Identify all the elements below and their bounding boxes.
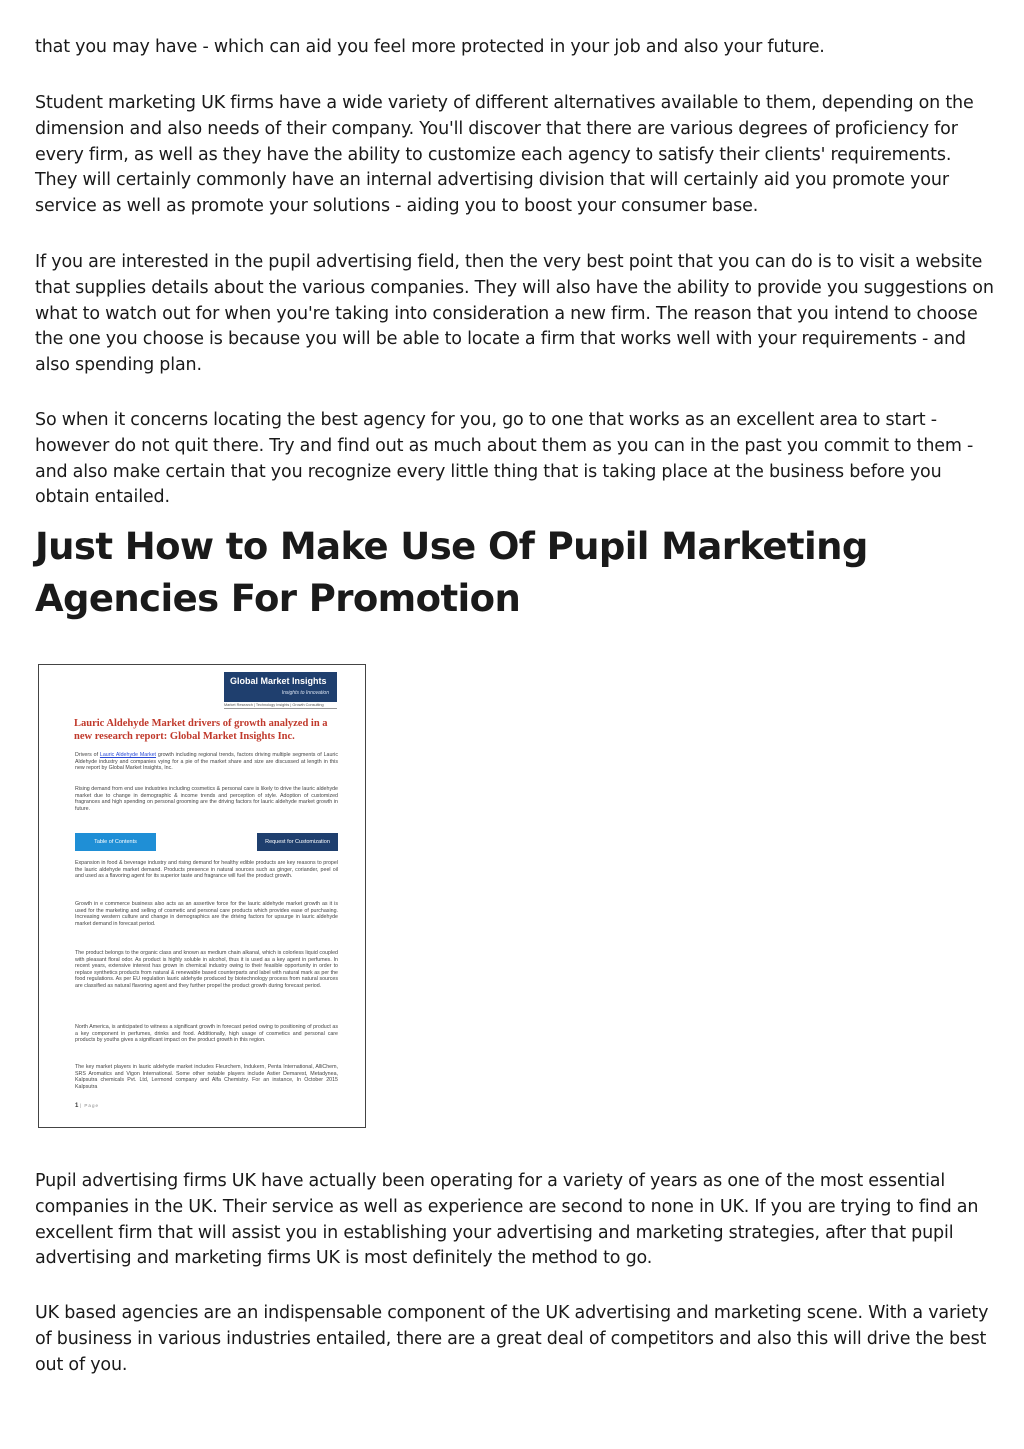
report-paragraph: Growth in e commerce business also acts as an assertive force for the lauric aldehyde market growth as it is used for the marketing and selling of cosmetic and personal care products which provides ease of purchasing. Increasing western culture and change in demographics are the driving factors for upsurge in lauric aldehyde market demand in forecast period. bbox=[75, 901, 338, 927]
paragraph-uk-agencies: UK based agencies are an indispensable component of the UK advertising and marketing scene. With a variety of business in various industries entailed, there are a great deal of competitors and also this will drive the best out of you. bbox=[35, 1303, 989, 1375]
report-para1-suffix: growth including regional trends, factors driving multiple segments of Lauric Aldehyde industry and companies vying for a pie of the market share and size are discussed at length in this new report by Global Market Insights, Inc. bbox=[75, 752, 338, 772]
report-thumbnail-image bbox=[38, 664, 366, 1128]
global-market-insights-logo bbox=[224, 672, 337, 702]
page-label: | Page bbox=[80, 1103, 99, 1108]
section-heading: Just How to Make Use Of Pupil Marketing Agencies For Promotion bbox=[35, 525, 868, 620]
table-of-contents-button: Table of Contents bbox=[75, 833, 156, 851]
request-customization-button: Request for Customization bbox=[257, 833, 338, 851]
logo-subtitle: Market Research | Technology Insights | Growth Consulting bbox=[224, 703, 337, 709]
report-page-footer bbox=[75, 1103, 99, 1109]
report-paragraph bbox=[75, 752, 338, 772]
report-paragraph: The key market players in lauric aldehyde market includes Fleurchem, Indukern, Penta International, AlliChem, SRS Aromatics and Vigon International. Some other notable players include Astier Demarest, Metadynea, Kalpsutra chemicals Pvt. Ltd, Lermond company and Alfa Chemistry. For an instance, In October 2015 Kalpsutra bbox=[75, 1064, 338, 1090]
page-number: 1 bbox=[75, 1103, 79, 1109]
logo-title: Global Market Insights bbox=[230, 676, 327, 686]
paragraph-pupil-advertising-firms: Pupil advertising firms UK have actually been operating for a variety of years as one of the most essential companies in the UK. Their service as well as experience are second to none in UK. If you are trying to find an excellent firm that will assist you in establishing your advertising and marketing strategies, after that pupil advertising and marketing firms UK is most definitely the method to go. bbox=[35, 1171, 979, 1269]
paragraph-locating-agency: So when it concerns locating the best agency for you, go to one that works as an excellent area to start - however do not quit there. Try and find out as much about them as you can in the past you commit to them - and also make certain that you recognize every little thing that is taking place at the business before you obtain entailed. bbox=[35, 410, 974, 508]
lauric-aldehyde-market-link: Lauric Aldehyde Market bbox=[99, 752, 157, 758]
report-title: Lauric Aldehyde Market drivers of growth analyzed in a new research report: Global Market Insights Inc. bbox=[74, 718, 328, 742]
paragraph-student-marketing: Student marketing UK firms have a wide variety of different alternatives available to them, depending on the dimension and also needs of their company. You'll discover that there are various degrees of proficiency for every firm, as well as they have the ability to customize each agency to satisfy their clients' requirements. They will certainly commonly have an internal advertising division that will certainly aid you promote your service as well as promote your solutions - aiding you to boost your consumer base. bbox=[35, 93, 974, 217]
report-paragraph: Expansion in food & beverage industry and rising demand for healthy edible products are key reasons to propel the lauric aldehyde market demand. Products presence in natural sources such as ginger, coriander, peel oil and used as a flavoring agent for its superior taste and fragrance will fuel the product growth. bbox=[75, 860, 338, 880]
logo-tagline: Insights to Innovation bbox=[281, 690, 329, 696]
report-paragraph: Rising demand from end use industries including cosmetics & personal care is likely to drive the lauric aldehyde market due to change in demographic & income trends and perception of style. Adoption of customized fragrances and high spending on personal grooming are the driving factors for lauric aldehyde market growth in future. bbox=[75, 786, 338, 812]
paragraph-pupil-advertising-field: If you are interested in the pupil advertising field, then the very best point that you can do is to visit a website that supplies details about the various companies. They will also have the ability to provide you suggestions on what to watch out for when you're taking into consideration a new firm. The reason that you intend to choose the one you choose is because you will be able to locate a firm that works well with your requirements - and also spending plan. bbox=[35, 252, 994, 376]
paragraph-intro-fragment: that you may have - which can aid you feel more protected in your job and also your future. bbox=[35, 37, 825, 57]
report-para1-prefix: Drivers of bbox=[75, 752, 100, 758]
report-paragraph: North America, is anticipated to witness a significant growth in forecast period owing to positioning of product as a key component in perfumes, drinks and food. Additionally, high usage of cosmetics and personal care products by youths gives a significant impact on the product growth in this region. bbox=[75, 1024, 338, 1044]
report-paragraph: The product belongs to the organic class and known as medium chain alkanal, which is colorless liquid coupled with pleasant floral odor. As product is highly soluble in alcohol, thus it is used as a key agent in perfumes. In recent years, extensive interest has grown in chemical industry owing to their feasible opportunity in order to replace synthetics products from natural & renewable based counterparts and label with natural mark as per the food regulations. As per EU regulation lauric aldehyde produced by biotechnology process from natural sources are classified as natural flavoring agent and they further propel the product growth during forecast period. bbox=[75, 950, 338, 989]
